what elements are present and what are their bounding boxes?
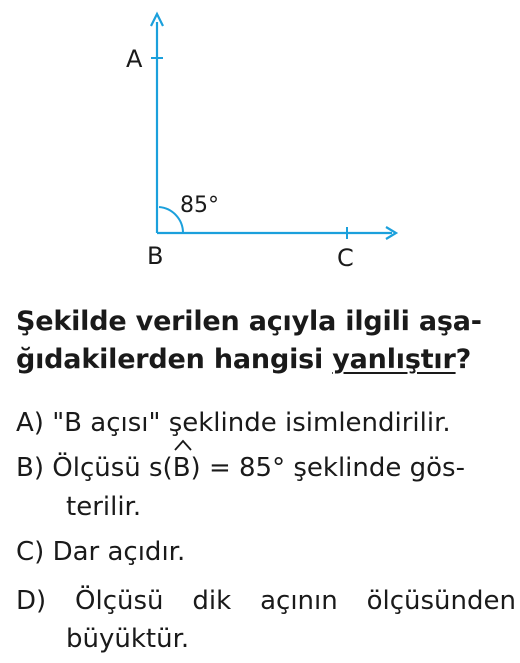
option-b-text-pre: Ölçüsü s( [52,453,173,483]
option-b-continuation: terilir. [66,492,142,522]
angle-b-letter: B [172,453,191,483]
question-line-1 [16,306,482,337]
option-d[interactable] [16,586,516,616]
question-emphasis: yanlıştır [332,344,456,375]
angle-figure [0,0,520,290]
ray-bc [157,227,396,239]
option-d-word-1: Ölçüsü [75,586,164,616]
option-d-word-3: açının [260,586,338,616]
option-b-text-post: ) = 85° şeklinde gös- [190,453,465,483]
question-line-2 [16,344,471,375]
angle-b-symbol [173,453,191,483]
option-b-letter: B) [16,453,44,483]
point-label-b: B [147,242,164,270]
ray-ba [151,14,163,233]
angle-hat-icon [174,439,192,451]
angle-measure-label: 85° [180,193,219,218]
question-text-1: Şekilde verilen açıyla ilgili aşa- [16,306,482,337]
option-a[interactable] [16,408,451,438]
option-b[interactable] [16,453,465,483]
option-a-text: "B açısı" şeklinde isimlendirilir. [52,408,451,438]
option-c-text: Dar açıdır. [52,537,186,567]
question-text-2: ğıdakilerden hangisi [16,344,333,375]
option-d-continuation: büyüktür. [66,624,190,654]
option-d-word-2: dik [192,586,232,616]
point-label-a: A [126,45,143,73]
option-c-letter: C) [16,537,45,567]
option-c[interactable] [16,537,185,567]
question-mark: ? [455,344,472,375]
point-label-c: C [337,244,354,272]
option-a-letter: A) [16,408,44,438]
option-d-word-4: ölçüsünden [366,586,516,616]
option-d-letter: D) [16,586,47,616]
